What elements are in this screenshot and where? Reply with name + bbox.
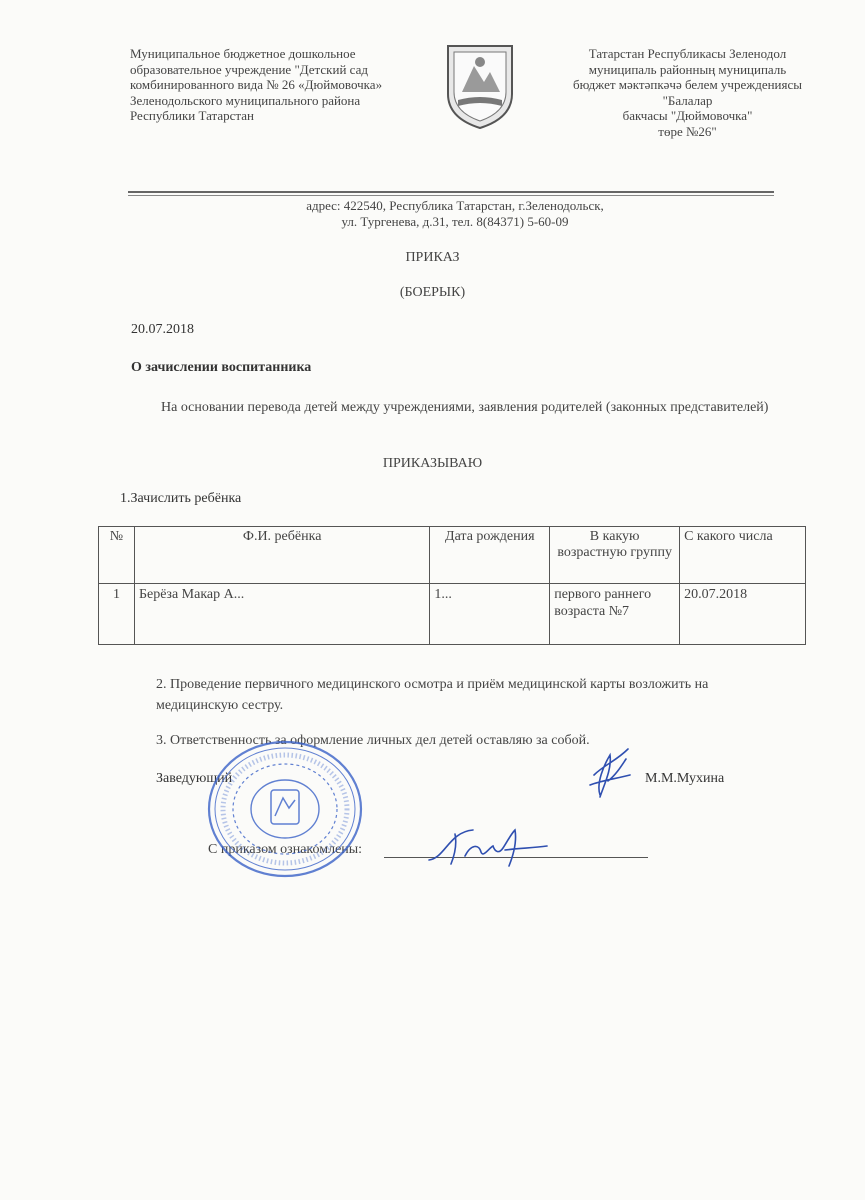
table-row	[99, 584, 806, 645]
col-header-group: В какую возрастную группу	[550, 527, 680, 584]
head-signature	[570, 745, 640, 805]
org-line: төре №26"	[658, 123, 717, 139]
order-title: ПРИКАЗ	[405, 250, 460, 265]
org-name-russian	[130, 46, 430, 124]
coat-of-arms-emblem	[444, 42, 516, 130]
address-line: ул. Тургенева, д.31, тел. 8(84371) 5-60-09	[341, 214, 569, 229]
org-line: Зеленодольского муниципального района	[130, 92, 361, 108]
acquaintance-signature	[425, 822, 550, 872]
address-line: адрес: 422540, Республика Татарстан, г.Зеленодольск,	[306, 198, 604, 213]
col-header-birthdate: Дата рождения	[430, 527, 550, 584]
head-title: Заведующий	[156, 771, 233, 786]
org-line: Татарстан Республикасы Зеленодол	[588, 46, 787, 61]
enrollment-table	[98, 526, 806, 645]
acquainted-label: С приказом ознакомлены:	[208, 842, 363, 857]
order-subject: О зачислении воспитанника	[131, 360, 312, 375]
org-line: комбинированного вида № 26 «Дюймовочка»	[130, 77, 383, 92]
header-divider-thin	[128, 195, 774, 196]
cell-number: 1	[99, 584, 135, 645]
org-line: бюджет мәктәпкәчә белем учреждениясы "Балалар	[572, 77, 802, 108]
official-seal-stamp	[205, 738, 365, 880]
header-divider	[128, 191, 774, 193]
order-command: ПРИКАЗЫВАЮ	[382, 456, 483, 471]
order-date: 20.07.2018	[131, 322, 194, 337]
org-line: муниципаль районның муниципаль	[588, 61, 787, 77]
order-item-1: 1.Зачислить ребёнка	[120, 491, 242, 506]
org-line: Республики Татарстан	[130, 108, 254, 123]
head-name: М.М.Мухина	[645, 771, 725, 786]
table-header-row	[99, 527, 806, 584]
col-header-name: Ф.И. ребёнка	[134, 527, 429, 584]
order-basis: На основании перевода детей между учреждениями, заявления родителей (законных представителей)	[161, 400, 769, 415]
cell-child-name: Берёза Макар А...	[134, 584, 429, 645]
org-line: образовательное учреждение "Детский сад	[130, 61, 368, 77]
col-header-start-date: С какого числа	[680, 527, 806, 584]
org-line: Муниципальное бюджетное дошкольное	[130, 46, 356, 61]
org-line: бакчасы "Дюймовочка"	[622, 108, 753, 123]
order-title-tatar: (БОЕРЫК)	[399, 285, 466, 300]
order-item-2: 2. Проведение первичного медицинского осмотра и приём медицинской карты возложить на медицинскую сестру.	[156, 677, 709, 713]
org-name-tatar	[555, 46, 820, 139]
order-item-3: 3. Ответственность за оформление личных дел детей оставляю за собой.	[156, 733, 590, 748]
cell-start-date: 20.07.2018	[680, 584, 806, 645]
cell-group: первого раннего возраста №7	[550, 584, 680, 645]
cell-birthdate: 1...	[430, 584, 550, 645]
col-header-number: №	[99, 527, 135, 584]
address-block	[160, 198, 750, 230]
